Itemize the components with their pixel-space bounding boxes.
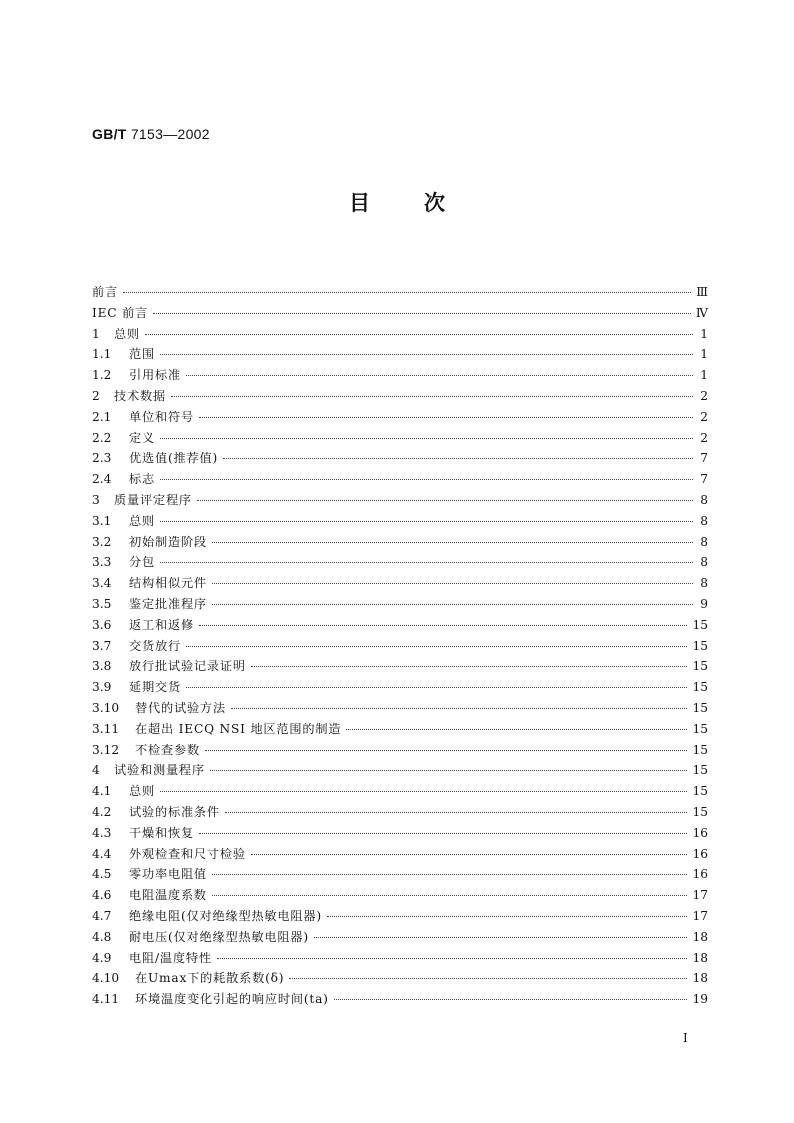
toc-dot-leader xyxy=(327,916,688,917)
toc-dot-leader xyxy=(171,396,693,397)
toc-entry-title: 外观检查和尺寸检验 xyxy=(129,846,246,861)
toc-entry[interactable] xyxy=(92,845,708,866)
toc-entry[interactable] xyxy=(92,678,708,699)
standard-prefix: GB/T xyxy=(92,126,127,142)
toc-entry-number: 3.7 xyxy=(92,638,112,653)
toc-dot-leader xyxy=(217,958,688,959)
toc-dot-leader xyxy=(160,479,693,480)
toc-dot-leader xyxy=(334,999,688,1000)
toc-entry-page: 15 xyxy=(692,659,708,674)
toc-dot-leader xyxy=(251,854,688,855)
toc-entry-title: 总则 xyxy=(129,784,155,799)
toc-entry-title: 零功率电阻值 xyxy=(129,867,207,882)
toc-dot-leader xyxy=(186,687,688,688)
toc-entry-page: 18 xyxy=(692,929,708,944)
toc-entry-number: 4.4 xyxy=(92,846,112,861)
toc-entry-title: 替代的试验方法 xyxy=(135,700,226,715)
toc-entry-page: 16 xyxy=(692,846,708,861)
toc-entry-number: 4.5 xyxy=(92,867,112,882)
toc-entry-page: 15 xyxy=(692,680,708,695)
toc-entry[interactable] xyxy=(92,491,708,512)
toc-entry[interactable] xyxy=(92,990,708,1011)
toc-entry[interactable] xyxy=(92,761,708,782)
toc-entry[interactable] xyxy=(92,886,708,907)
toc-entry-number: 1.2 xyxy=(92,368,112,383)
toc-dot-leader xyxy=(160,562,693,563)
toc-entry[interactable] xyxy=(92,616,708,637)
toc-entry-page: 15 xyxy=(692,617,708,632)
toc-entry-number: 3.2 xyxy=(92,534,112,549)
toc-entry-title: 在Umax下的耗散系数(δ) xyxy=(135,971,285,986)
toc-dot-leader xyxy=(186,375,693,376)
toc-entry-page: 8 xyxy=(700,576,708,591)
toc-entry-title: 标志 xyxy=(129,472,155,487)
toc-entry[interactable] xyxy=(92,949,708,970)
toc-dot-leader xyxy=(160,438,693,439)
toc-entry-number: 2 xyxy=(92,388,100,403)
toc-entry-number: 4.1 xyxy=(92,784,112,799)
toc-entry-title: 交货放行 xyxy=(129,638,181,653)
toc-entry-page: 2 xyxy=(700,388,708,403)
toc-entry-page: 16 xyxy=(692,867,708,882)
toc-entry-number: 4.11 xyxy=(92,992,120,1007)
toc-entry-page: 7 xyxy=(700,451,708,466)
toc-entry[interactable] xyxy=(92,824,708,845)
toc-dot-leader xyxy=(197,500,693,501)
toc-entry-title: 延期交货 xyxy=(129,680,181,695)
toc-entry-title: 返工和返修 xyxy=(129,617,194,632)
table-of-contents xyxy=(92,283,708,1011)
toc-entry[interactable] xyxy=(92,782,708,803)
toc-entry-title: 范围 xyxy=(129,347,155,362)
toc-entry[interactable] xyxy=(92,429,708,450)
toc-entry-number: 3.4 xyxy=(92,576,112,591)
toc-entry-title: 总则 xyxy=(114,326,140,341)
toc-entry-title: 初始制造阶段 xyxy=(129,534,207,549)
toc-dot-leader xyxy=(251,666,688,667)
toc-entry-page: 8 xyxy=(700,513,708,528)
toc-dot-leader xyxy=(212,874,688,875)
toc-dot-leader xyxy=(160,791,688,792)
toc-entry-number: 3.8 xyxy=(92,659,112,674)
toc-entry[interactable] xyxy=(92,595,708,616)
toc-entry-page: 2 xyxy=(700,409,708,424)
toc-entry-page: 1 xyxy=(700,326,708,341)
toc-entry-number: 4.9 xyxy=(92,950,112,965)
toc-entry-number: 1 xyxy=(92,326,100,341)
toc-entry-title: 环境温度变化引起的响应时间(ta) xyxy=(135,992,329,1007)
toc-dot-leader xyxy=(205,750,688,751)
toc-entry-number: 2.1 xyxy=(92,409,112,424)
toc-entry-title: 试验和测量程序 xyxy=(114,763,205,778)
toc-entry-title: 在超出 IECQ NSI 地区范围的制造 xyxy=(135,721,342,736)
toc-title: 目次 xyxy=(349,191,499,215)
toc-entry-number: 4.8 xyxy=(92,929,112,944)
toc-entry-title: 质量评定程序 xyxy=(114,492,192,507)
toc-entry-number: 2.4 xyxy=(92,472,112,487)
toc-entry[interactable] xyxy=(92,512,708,533)
toc-entry-page: 17 xyxy=(692,888,708,903)
toc-entry-number: 3.10 xyxy=(92,700,120,715)
toc-entry[interactable] xyxy=(92,408,708,429)
page-number: I xyxy=(683,1031,688,1045)
toc-entry[interactable] xyxy=(92,741,708,762)
toc-entry-page: 15 xyxy=(692,763,708,778)
toc-entry-number: 4.3 xyxy=(92,825,112,840)
toc-entry[interactable] xyxy=(92,470,708,491)
toc-entry-page: 8 xyxy=(700,555,708,570)
toc-entry[interactable] xyxy=(92,366,708,387)
toc-entry[interactable] xyxy=(92,345,708,366)
toc-entry-page: 15 xyxy=(692,721,708,736)
toc-entry-title: 鉴定批准程序 xyxy=(129,596,207,611)
toc-entry-number: 3 xyxy=(92,492,100,507)
toc-entry-title: 放行批试验记录证明 xyxy=(129,659,246,674)
toc-entry-page: 15 xyxy=(692,804,708,819)
toc-entry[interactable] xyxy=(92,283,708,304)
toc-entry-title: 绝缘电阻(仅对绝缘型热敏电阻器) xyxy=(129,908,322,923)
standard-number: 7153—2002 xyxy=(126,126,210,142)
toc-entry-title: 引用标准 xyxy=(129,368,181,383)
toc-entry-page: Ⅲ xyxy=(696,285,708,299)
toc-entry-title: 分包 xyxy=(129,555,155,570)
toc-dot-leader xyxy=(160,354,693,355)
toc-dot-leader xyxy=(223,458,693,459)
toc-dot-leader xyxy=(225,812,688,813)
toc-entry-title: 结构相似元件 xyxy=(129,576,207,591)
toc-entry-number: 3.9 xyxy=(92,680,112,695)
toc-dot-leader xyxy=(145,334,693,335)
toc-entry-page: 8 xyxy=(700,492,708,507)
toc-entry-page: 7 xyxy=(700,472,708,487)
toc-entry-title: 定义 xyxy=(129,430,155,445)
standard-code xyxy=(92,126,210,142)
toc-entry[interactable] xyxy=(92,574,708,595)
toc-entry-number: 4.7 xyxy=(92,908,112,923)
toc-entry-title: IEC 前言 xyxy=(92,305,149,320)
toc-dot-leader xyxy=(231,708,688,709)
toc-dot-leader xyxy=(212,542,693,543)
toc-dot-leader xyxy=(210,770,688,771)
toc-dot-leader xyxy=(199,833,688,834)
toc-entry-page: 15 xyxy=(692,784,708,799)
toc-entry-number: 2.2 xyxy=(92,430,112,445)
toc-entry[interactable] xyxy=(92,387,708,408)
toc-entry-title: 电阻/温度特性 xyxy=(129,950,212,965)
toc-entry-page: 19 xyxy=(692,992,708,1007)
toc-entry-number: 3.1 xyxy=(92,513,112,528)
toc-entry[interactable] xyxy=(92,699,708,720)
toc-entry-page: 1 xyxy=(700,368,708,383)
toc-entry-page: 9 xyxy=(700,596,708,611)
toc-entry-title: 总则 xyxy=(129,513,155,528)
toc-dot-leader xyxy=(289,978,687,979)
toc-entry[interactable] xyxy=(92,657,708,678)
toc-entry-number: 3.12 xyxy=(92,742,120,757)
toc-entry-number: 4.10 xyxy=(92,971,120,986)
toc-entry-page: 15 xyxy=(692,700,708,715)
toc-entry-page: 1 xyxy=(700,347,708,362)
toc-entry-number: 3.11 xyxy=(92,721,120,736)
toc-entry[interactable] xyxy=(92,533,708,554)
toc-dot-leader xyxy=(212,604,693,605)
toc-entry-page: 18 xyxy=(692,971,708,986)
toc-entry-page: 18 xyxy=(692,950,708,965)
toc-entry-title: 不检查参数 xyxy=(135,742,200,757)
toc-entry-number: 4 xyxy=(92,763,100,778)
toc-entry-page: 15 xyxy=(692,742,708,757)
toc-entry-title: 单位和符号 xyxy=(129,409,194,424)
toc-entry[interactable] xyxy=(92,325,708,346)
toc-entry-title: 干燥和恢复 xyxy=(129,825,194,840)
toc-entry[interactable] xyxy=(92,553,708,574)
toc-entry-title: 前言 xyxy=(92,285,118,299)
toc-entry-page: 15 xyxy=(692,638,708,653)
toc-entry-title: 电阻温度系数 xyxy=(129,888,207,903)
toc-entry[interactable] xyxy=(92,928,708,949)
toc-dot-leader xyxy=(123,292,691,293)
toc-entry-title: 耐电压(仅对绝缘型热敏电阻器) xyxy=(129,929,309,944)
toc-entry-number: 3.3 xyxy=(92,555,112,570)
toc-entry-title: 技术数据 xyxy=(114,388,166,403)
toc-dot-leader xyxy=(314,937,688,938)
toc-entry[interactable] xyxy=(92,803,708,824)
toc-entry-number: 4.6 xyxy=(92,888,112,903)
toc-dot-leader xyxy=(186,646,688,647)
toc-dot-leader xyxy=(199,417,693,418)
toc-dot-leader xyxy=(212,583,693,584)
toc-entry-number: 1.1 xyxy=(92,347,112,362)
toc-entry[interactable] xyxy=(92,637,708,658)
toc-dot-leader xyxy=(153,313,691,314)
toc-entry[interactable] xyxy=(92,969,708,990)
toc-entry-page: 17 xyxy=(692,908,708,923)
toc-entry-number: 3.5 xyxy=(92,596,112,611)
toc-entry-number: 3.6 xyxy=(92,617,112,632)
toc-entry-page: 8 xyxy=(700,534,708,549)
toc-entry-page: Ⅳ xyxy=(695,305,708,320)
toc-dot-leader xyxy=(346,729,687,730)
toc-entry[interactable] xyxy=(92,720,708,741)
toc-entry-number: 2.3 xyxy=(92,451,112,466)
toc-entry[interactable] xyxy=(92,865,708,886)
toc-entry[interactable] xyxy=(92,304,708,325)
toc-entry-title: 优选值(推荐值) xyxy=(129,451,219,466)
toc-entry[interactable] xyxy=(92,449,708,470)
toc-dot-leader xyxy=(199,625,688,626)
toc-entry[interactable] xyxy=(92,907,708,928)
toc-entry-page: 16 xyxy=(692,825,708,840)
toc-dot-leader xyxy=(212,895,688,896)
toc-entry-title: 试验的标准条件 xyxy=(129,804,220,819)
toc-dot-leader xyxy=(160,521,693,522)
toc-entry-page: 2 xyxy=(700,430,708,445)
toc-entry-number: 4.2 xyxy=(92,804,112,819)
